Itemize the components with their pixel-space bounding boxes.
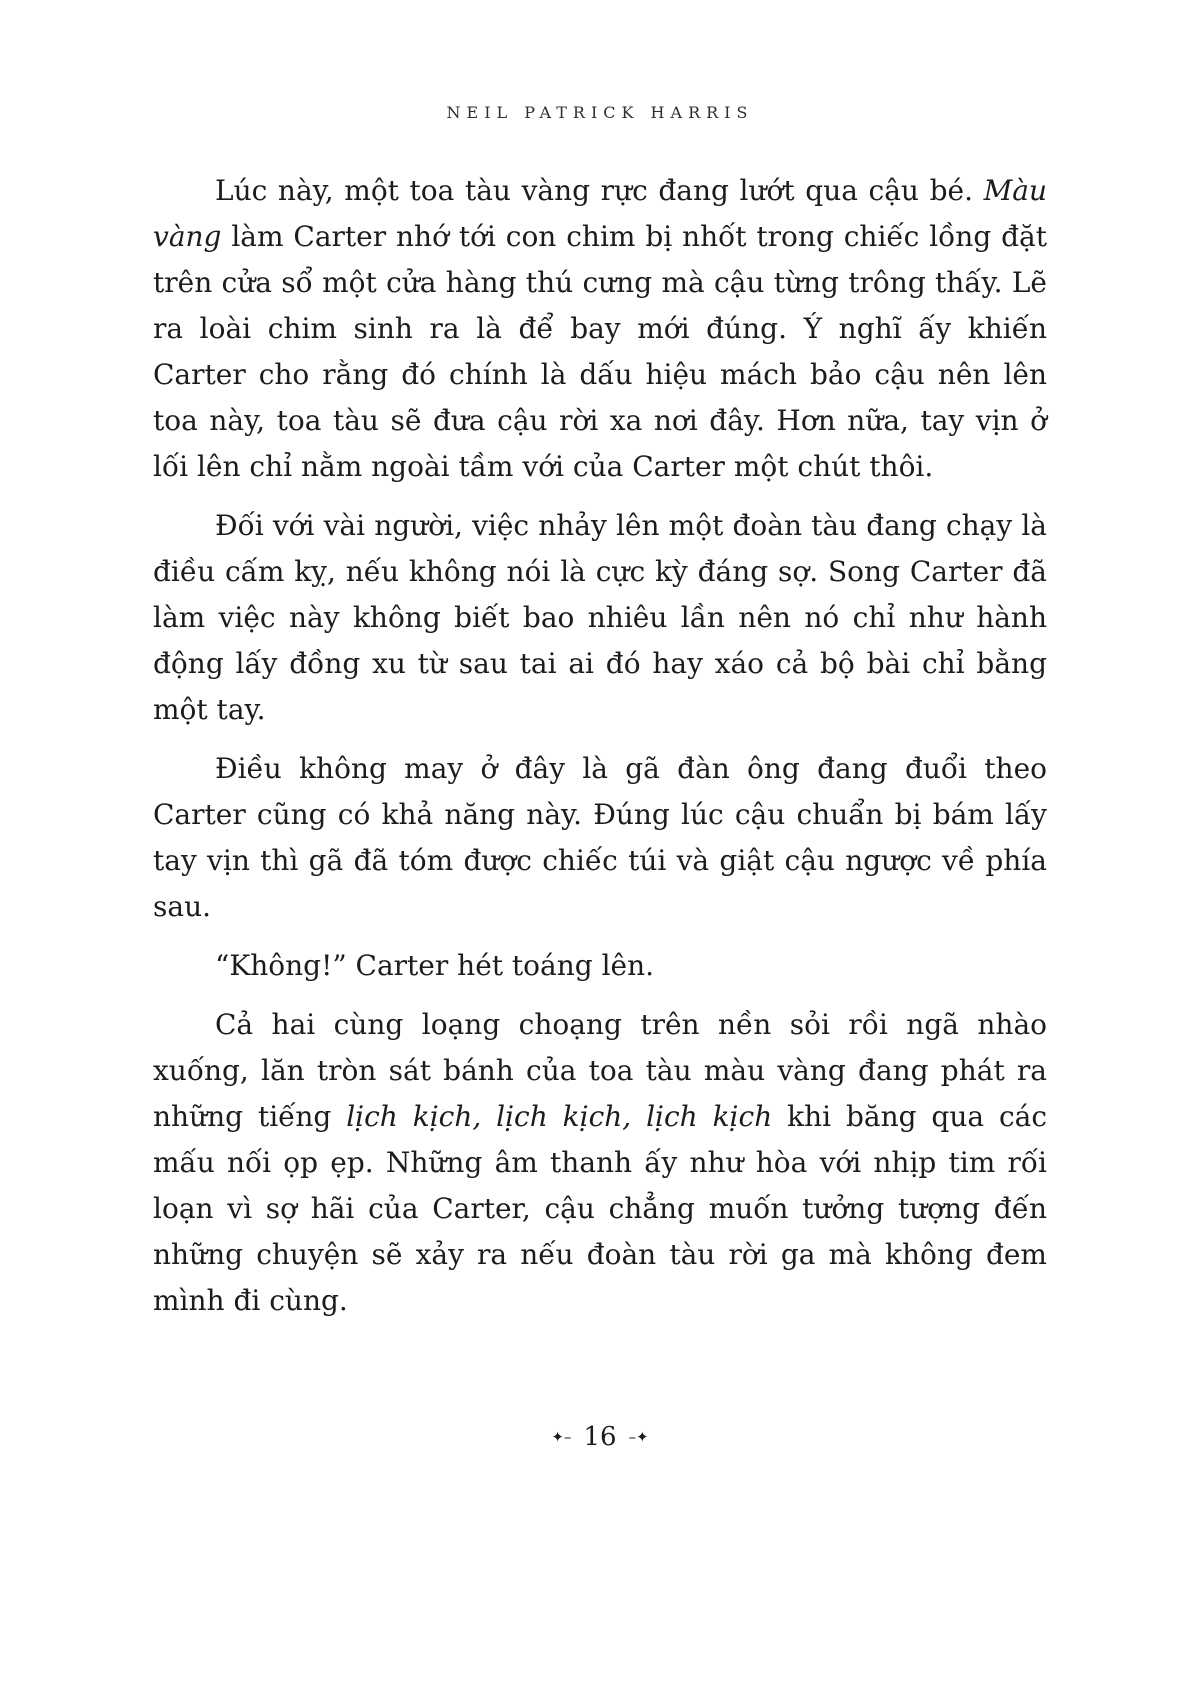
page-footer xyxy=(0,1424,1200,1450)
paragraph xyxy=(153,503,1047,733)
italic-run: lịch kịch, lịch kịch, lịch kịch xyxy=(346,1100,773,1133)
text-run: Đối với vài người, việc nhảy lên một đoàn tàu đang chạy là điều cấm kỵ, nếu không nói là cực kỳ đáng sợ. Song Carter đã làm việc này không biết bao nhiêu lần nên nó chỉ như hành động lấy đồng xu từ sau tai ai đó hay xáo cả bộ bài chỉ bằng một tay. xyxy=(153,509,1047,726)
paragraph xyxy=(153,746,1047,930)
page-number: 16 xyxy=(583,1422,617,1452)
paragraph xyxy=(153,943,1047,989)
author-name: NEIL PATRICK HARRIS xyxy=(446,103,754,122)
text-run: khi băng qua các mấu nối ọp ẹp. Những âm thanh ấy như hòa với nhịp tim rối loạn vì sợ hãi của Carter, cậu chẳng muốn tưởng tượng đến những chuyện sẽ xảy ra nếu đoàn tàu rời ga mà không đem mình đi cùng. xyxy=(153,1100,1048,1317)
text-run: “Không!” Carter hét toáng lên. xyxy=(215,949,655,982)
paragraph xyxy=(153,168,1047,490)
footer-ornament-left: ✦– xyxy=(551,1427,572,1446)
text-run: Điều không may ở đây là gã đàn ông đang đuổi theo Carter cũng có khả năng này. Đúng lúc cậu chuẩn bị bám lấy tay vịn thì gã đã tóm được chiếc túi và giật cậu ngược về phía sau. xyxy=(153,752,1047,923)
text-run: Lúc này, một toa tàu vàng rực đang lướt qua cậu bé. xyxy=(215,174,984,207)
paragraph xyxy=(153,1002,1047,1324)
body-text xyxy=(153,168,1047,1337)
running-header xyxy=(0,103,1200,122)
text-run: Cả hai cùng loạng choạng trên nền sỏi rồi ngã nhào xuống, lăn tròn sát bánh của toa tàu màu vàng đang phát ra những tiếng xyxy=(153,1008,1047,1133)
text-run: làm Carter nhớ tới con chim bị nhốt trong chiếc lồng đặt trên cửa sổ một cửa hàng thú cưng mà cậu từng trông thấy. Lẽ ra loài chim sinh ra là để bay mới đúng. Ý nghĩ ấy khiến Carter cho rằng đó chính là dấu hiệu mách bảo cậu nên lên toa này, toa tàu sẽ đưa cậu rời xa nơi đây. Hơn nữa, tay vịn ở lối lên chỉ nằm ngoài tầm với của Carter một chút thôi. xyxy=(153,220,1047,483)
italic-run: Màu vàng xyxy=(153,174,1047,253)
footer-ornament-right: –✦ xyxy=(628,1427,649,1446)
